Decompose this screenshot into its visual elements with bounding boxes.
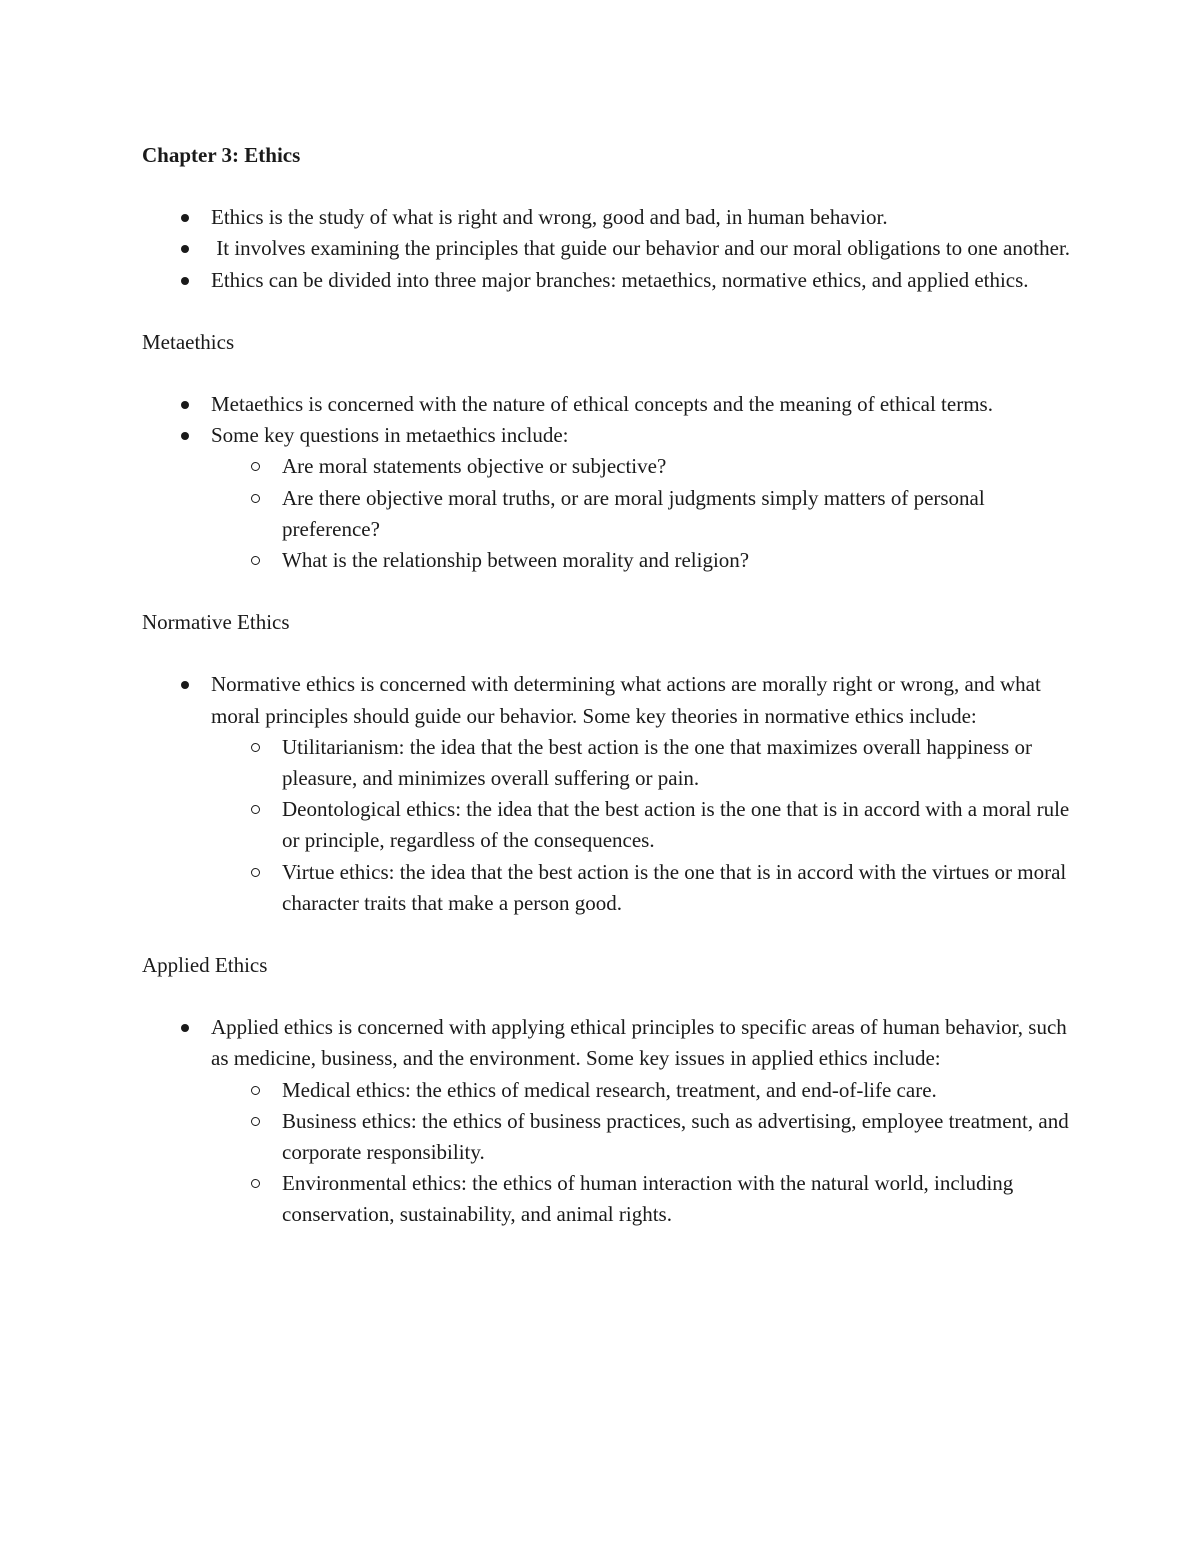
metaethics-questions-list xyxy=(211,451,1072,576)
applied-item xyxy=(142,1012,1072,1230)
intro-item: Ethics is the study of what is right and wrong, good and bad, in human behavior. xyxy=(142,202,1072,233)
document-page xyxy=(142,140,1072,1231)
chapter-title: Chapter 3: Ethics xyxy=(142,143,301,167)
section-heading-normative-ethics: Normative Ethics xyxy=(142,610,290,635)
metaethics-list xyxy=(142,389,1072,576)
applied-issues-list xyxy=(211,1075,1072,1231)
issue-item: Business ethics: the ethics of business practices, such as advertising, employee treatment, and corporate responsibility. xyxy=(142,1106,1072,1168)
normative-list xyxy=(142,669,1072,919)
normative-theories-list xyxy=(211,732,1072,919)
metaethics-item-label: Some key questions in metaethics include: xyxy=(211,423,569,448)
issue-item: Environmental ethics: the ethics of human interaction with the natural world, including conservation, sustainability, and animal rights. xyxy=(142,1168,1072,1230)
section-heading-metaethics: Metaethics xyxy=(142,329,235,354)
applied-list xyxy=(142,1012,1072,1230)
issue-item: Medical ethics: the ethics of medical research, treatment, and end-of-life care. xyxy=(142,1075,1072,1106)
metaethics-item: Metaethics is concerned with the nature of ethical concepts and the meaning of ethical terms. xyxy=(142,389,1072,420)
intro-list xyxy=(142,202,1072,296)
intro-item: Ethics can be divided into three major branches: metaethics, normative ethics, and applied ethics. xyxy=(142,265,1072,296)
metaethics-item-questions xyxy=(142,420,1072,576)
question-item: What is the relationship between morality and religion? xyxy=(142,545,1072,576)
theory-item: Virtue ethics: the idea that the best action is the one that is in accord with the virtues or moral character traits that make a person good. xyxy=(142,857,1072,919)
question-item: Are moral statements objective or subjective? xyxy=(142,451,1072,482)
theory-item: Utilitarianism: the idea that the best action is the one that maximizes overall happiness or pleasure, and minimizes overall suffering or pain. xyxy=(142,732,1072,794)
normative-item xyxy=(142,669,1072,919)
question-item: Are there objective moral truths, or are moral judgments simply matters of personal preference? xyxy=(142,483,1072,545)
theory-item: Deontological ethics: the idea that the best action is the one that is in accord with a moral rule or principle, regardless of the consequences. xyxy=(142,794,1072,856)
section-heading-applied-ethics: Applied Ethics xyxy=(142,953,268,978)
applied-item-text: Applied ethics is concerned with applying ethical principles to specific areas of human behavior, such as medicine, business, and the environment. Some key issues in applied ethics include: xyxy=(211,1015,1067,1071)
normative-item-text: Normative ethics is concerned with determining what actions are morally right or wrong, and what moral principles should guide our behavior. Some key theories in normative ethics include: xyxy=(211,672,1041,728)
intro-item: It involves examining the principles that guide our behavior and our moral obligations to one another. xyxy=(142,233,1072,264)
